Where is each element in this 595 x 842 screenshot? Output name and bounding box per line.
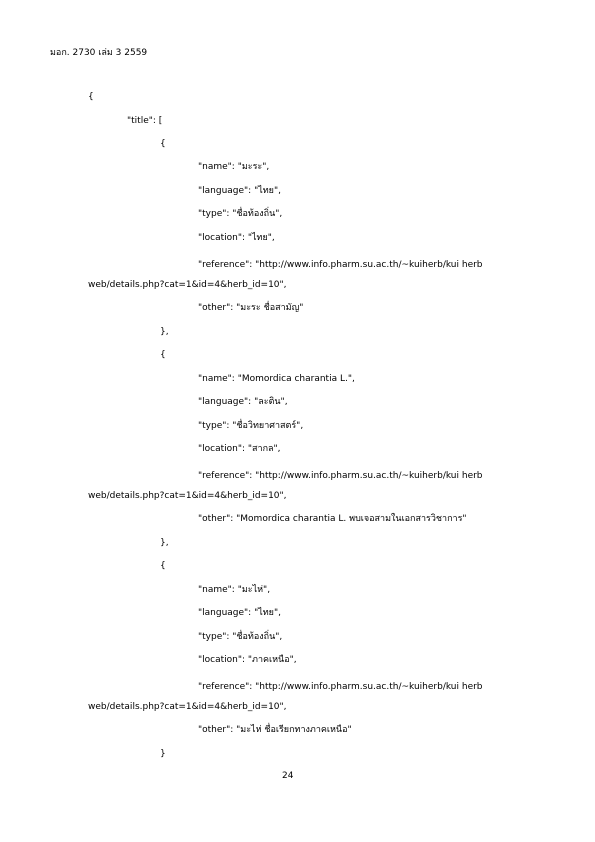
code-line: },	[160, 327, 169, 337]
code-line: {	[88, 92, 94, 102]
code-line: "name": "มะไห่",	[198, 585, 271, 595]
code-line: {	[160, 561, 166, 571]
code-line: "title": [	[127, 116, 163, 126]
code-line: "language": "ละติน",	[198, 397, 288, 407]
code-line: "reference": "http://www.info.pharm.su.ac.th/~kuiherb/kui herb	[198, 682, 483, 692]
code-line: "reference": "http://www.info.pharm.su.ac.th/~kuiherb/kui herb	[198, 260, 483, 270]
code-line: {	[160, 139, 166, 149]
code-line: }	[160, 749, 166, 759]
page-number: 24	[282, 771, 294, 781]
code-line: web/details.php?cat=1&id=4&herb_id=10",	[88, 702, 287, 712]
code-line: web/details.php?cat=1&id=4&herb_id=10",	[88, 280, 287, 290]
code-line: "other": "มะระ ชื่อสามัญ"	[198, 303, 304, 313]
code-line: "type": "ชื่อท้องถิ่น",	[198, 632, 283, 642]
code-line: },	[160, 538, 169, 548]
document-header: มอก. 2730 เล่ม 3 2559	[50, 48, 148, 58]
code-line: "other": "มะไห่ ชื่อเรียกทางภาคเหนือ"	[198, 725, 352, 735]
code-line: "location": "สากล",	[198, 444, 281, 454]
code-line: "language": "ไทย",	[198, 186, 281, 196]
code-line: "name": "มะระ",	[198, 162, 270, 172]
code-line: "name": "Momordica charantia L.",	[198, 374, 355, 384]
code-line: "type": "ชื่อท้องถิ่น",	[198, 209, 283, 219]
code-line: "reference": "http://www.info.pharm.su.ac.th/~kuiherb/kui herb	[198, 471, 483, 481]
code-line: "language": "ไทย",	[198, 608, 281, 618]
code-line: {	[160, 350, 166, 360]
code-line: "location": "ไทย",	[198, 233, 275, 243]
code-line: "other": "Momordica charantia L. พบเจอสามในเอกสารวิชาการ"	[198, 514, 467, 524]
code-line: "location": "ภาคเหนือ",	[198, 655, 297, 665]
code-line: "type": "ชื่อวิทยาศาสตร์",	[198, 421, 304, 431]
code-line: web/details.php?cat=1&id=4&herb_id=10",	[88, 491, 287, 501]
